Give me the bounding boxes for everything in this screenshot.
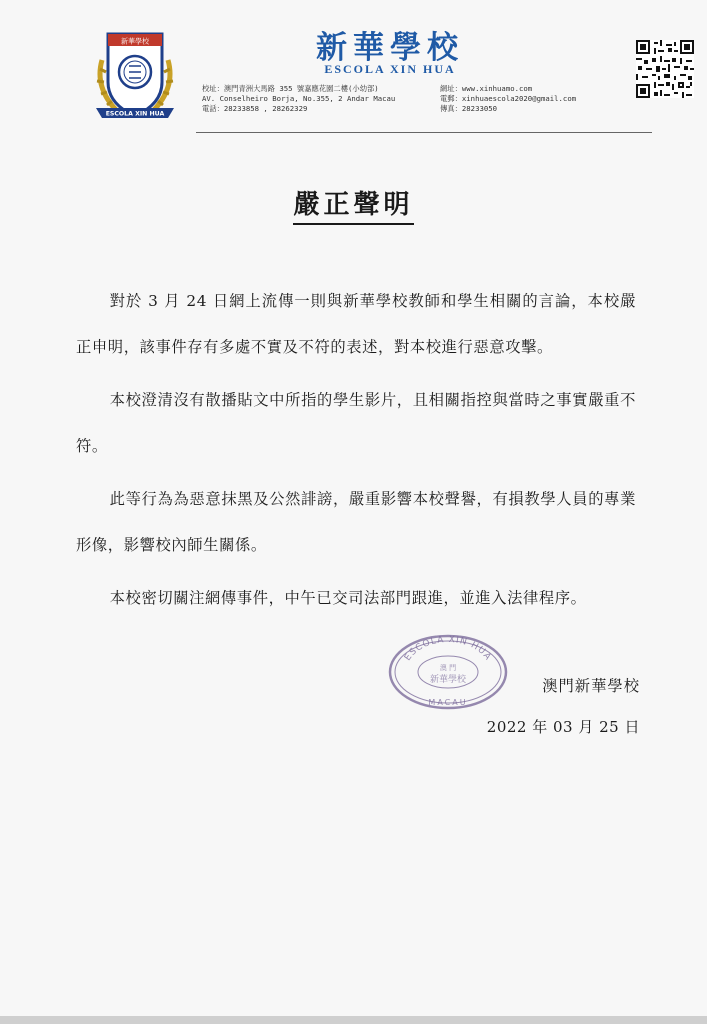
page-bottom-edge — [0, 1016, 707, 1024]
svg-text:ESCOLA XIN HUA: ESCOLA XIN HUA — [402, 634, 494, 663]
email: 電郵：xinhuaescola2020@gmail.com — [440, 94, 577, 103]
svg-text:新華學校: 新華學校 — [429, 675, 467, 685]
paragraph-2: 本校澄清沒有散播貼文中所指的學生影片，且相關指控與當時之事實嚴重不符。 — [76, 391, 636, 455]
statement-title — [0, 184, 707, 221]
svg-text:ESCOLA XIN HUA: ESCOLA XIN HUA — [105, 110, 165, 118]
svg-text:澳 門: 澳 門 — [439, 664, 457, 672]
school-name-portuguese: ESCOLA XIN HUA — [324, 62, 456, 76]
website: 網址：www.xinhuamo.com — [440, 84, 533, 93]
paragraph-1: 對於 3 月 24 日網上流傳一則與新華學校教師和學生相關的言論，本校嚴正申明，該事件存有多處不實及不符的表述，對本校進行惡意攻擊。 — [76, 292, 636, 356]
fax-number: 傳真：28233050 — [440, 104, 498, 113]
address-chinese: 校址：澳門青洲大馬路 355 號嘉應花園二樓(小幼部) — [202, 84, 379, 93]
statement-date: 2022 年 03 月 25 日 — [486, 718, 640, 736]
svg-text:新華學校: 新華學校 — [121, 37, 149, 46]
contact-online-block — [440, 84, 576, 114]
paragraph-3: 此等行為為惡意抹黑及公然誹謗，嚴重影響本校聲譽，有損教學人員的專業形像，影響校內師生關係。 — [76, 490, 636, 554]
phone-numbers: 電話：28233858 , 28262329 — [202, 104, 308, 113]
statement-body — [76, 278, 636, 628]
qr-code-icon — [636, 40, 694, 98]
school-seal-stamp — [386, 632, 510, 712]
letterhead — [0, 0, 707, 140]
svg-text:MACAU: MACAU — [428, 698, 468, 707]
school-name-chinese: 新華學校 — [316, 30, 464, 66]
school-crest-logo — [88, 20, 182, 124]
statement-title-text: 嚴正聲明 — [293, 190, 413, 225]
contact-address-block — [202, 84, 395, 114]
signatory-name: 澳門新華學校 — [542, 677, 640, 695]
paragraph-4: 本校密切關注網傳事件，中午已交司法部門跟進，並進入法律程序。 — [109, 589, 587, 607]
address-portuguese: AV. Conselheiro Borja, No.355, 2 Andar Macau — [202, 94, 396, 103]
header-divider — [196, 132, 652, 133]
